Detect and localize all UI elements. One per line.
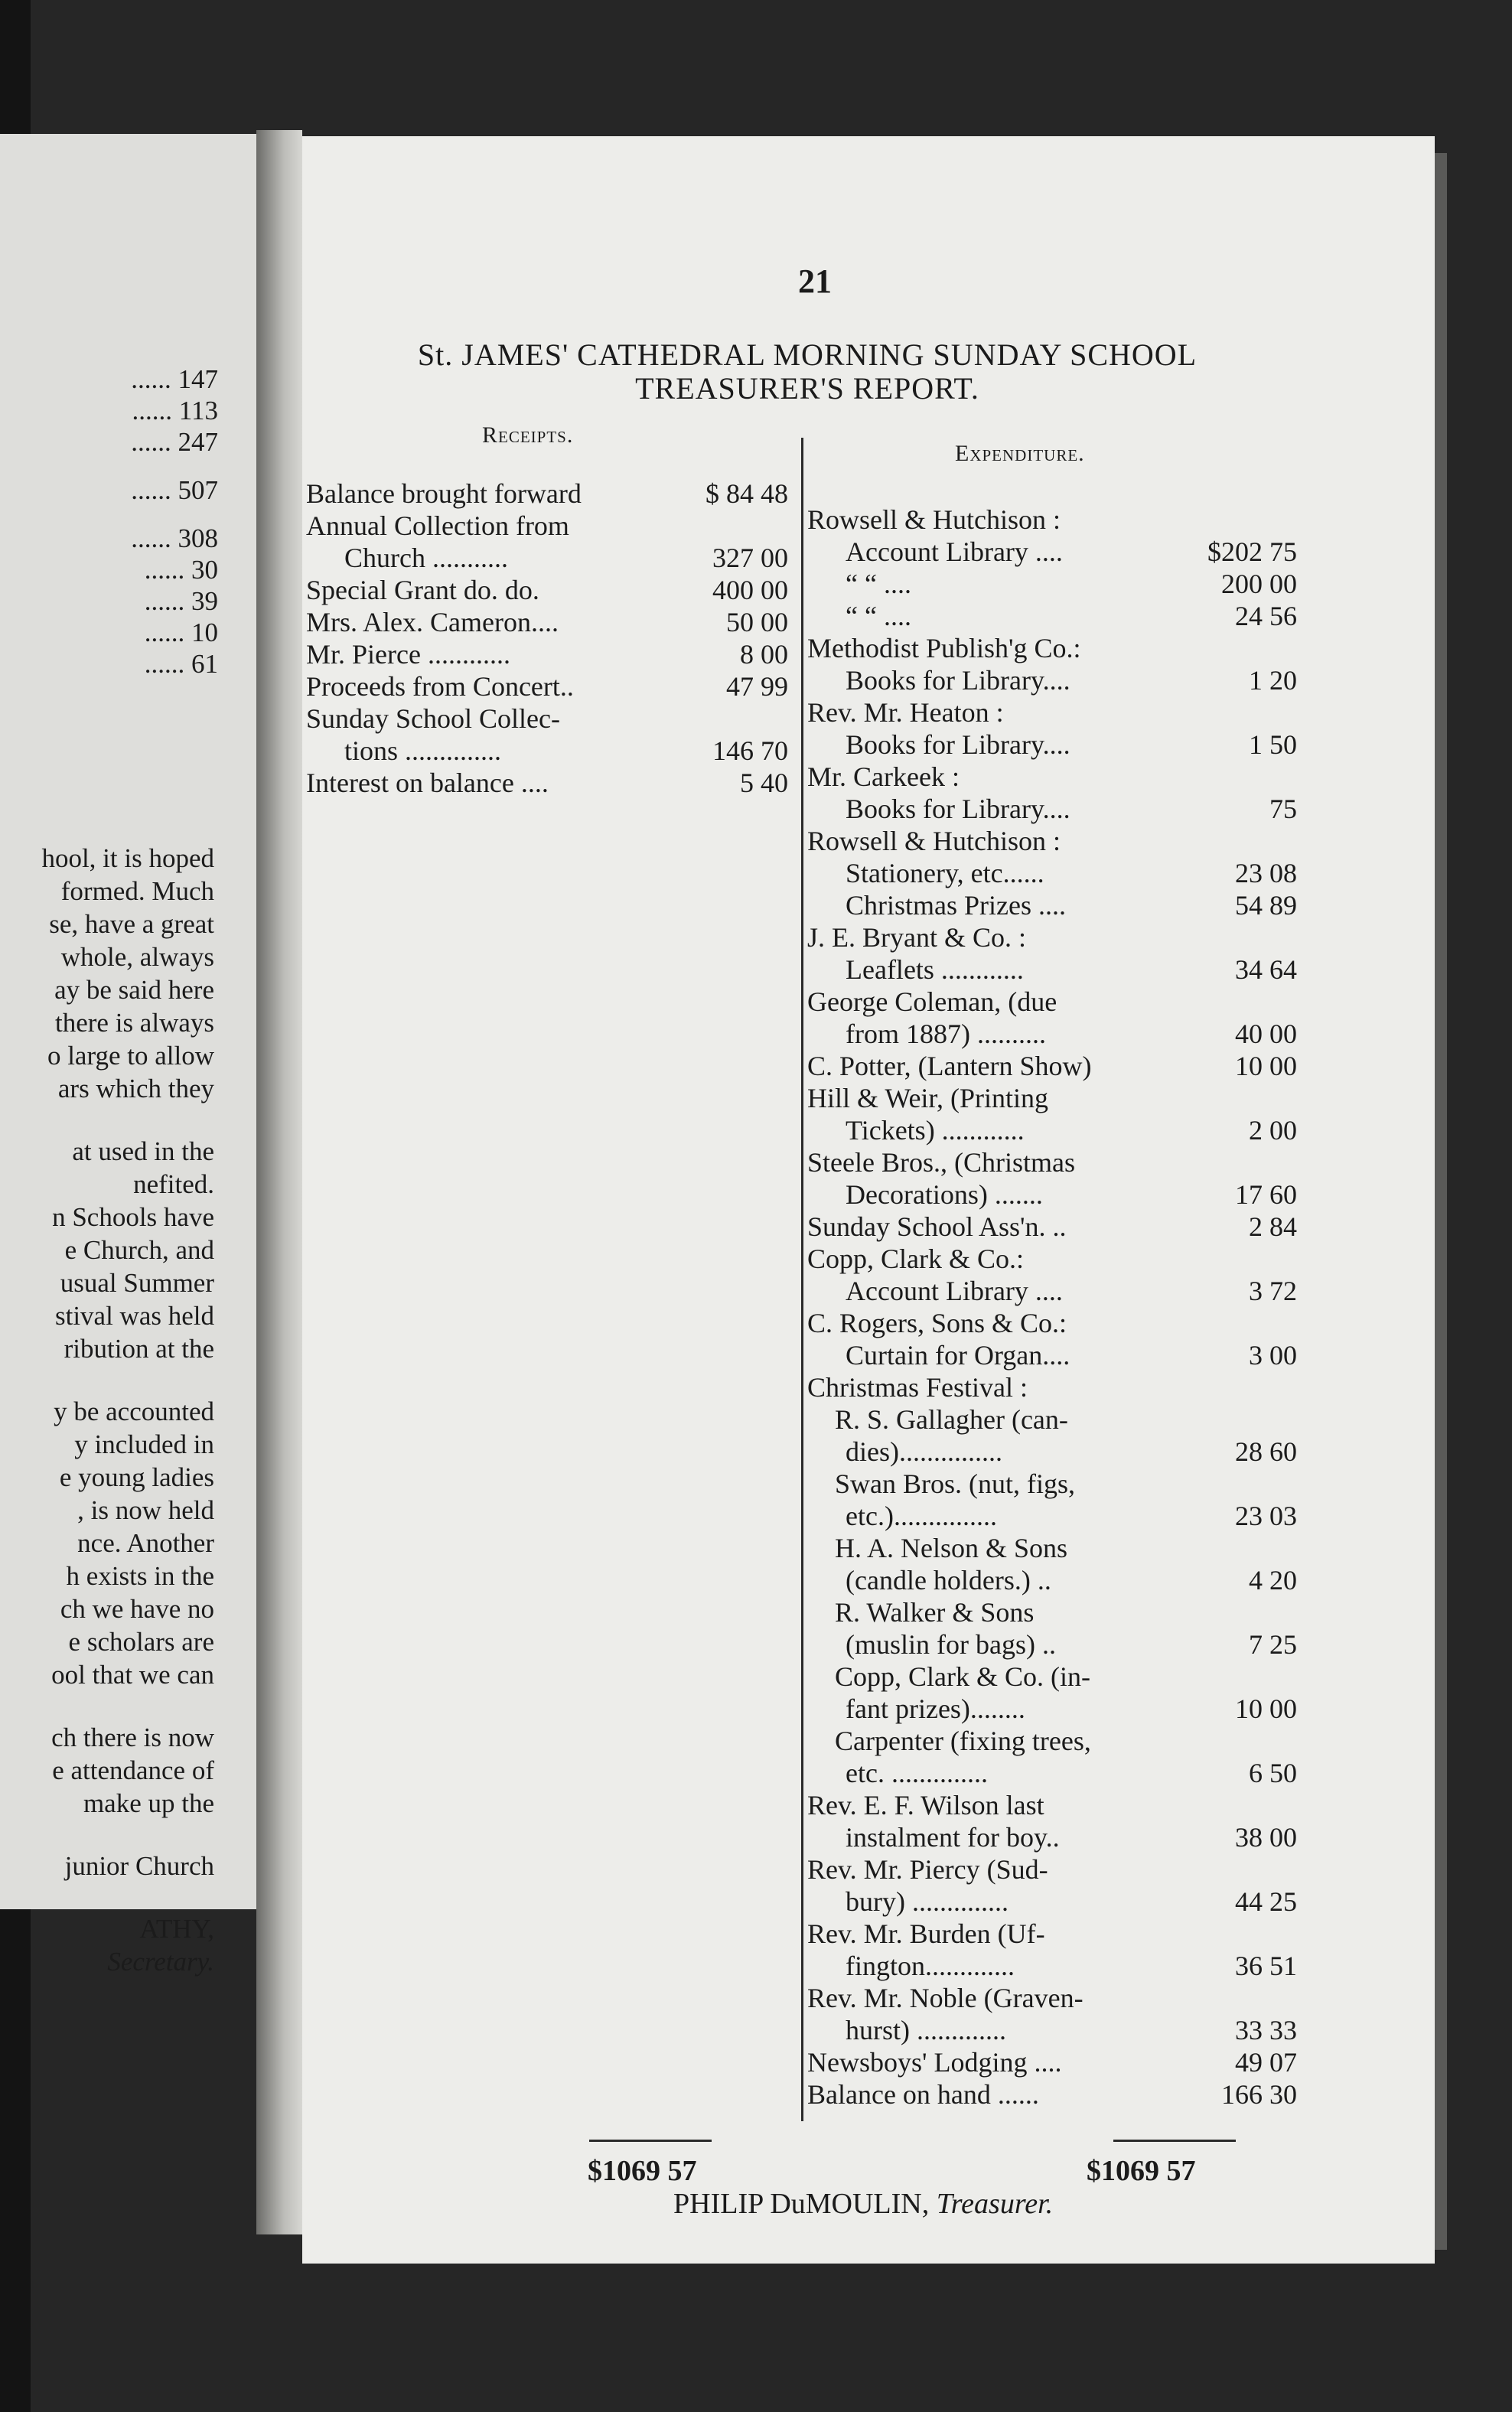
expenditure-row bbox=[807, 825, 1297, 857]
left-page-text-line bbox=[0, 1882, 214, 1912]
expenditure-item-description: Books for Library.... bbox=[846, 729, 1070, 760]
heading-line-1: St. JAMES' CATHEDRAL MORNING SUNDAY SCHOOL bbox=[417, 337, 1198, 372]
page-number: 21 bbox=[798, 262, 832, 300]
left-page-number-line: ...... 10 bbox=[144, 618, 218, 647]
left-page-number-line: ...... 30 bbox=[144, 555, 218, 585]
left-page-number-line: ...... 61 bbox=[144, 649, 218, 679]
left-page-text-line: junior Church bbox=[64, 1851, 214, 1881]
expenditure-item-description: R. Walker & Sons bbox=[835, 1597, 1035, 1628]
receipts-row bbox=[306, 638, 788, 670]
expenditure-item-description: H. A. Nelson & Sons bbox=[835, 1533, 1068, 1563]
left-page-text-line: e attendance of bbox=[52, 1755, 214, 1785]
expenditure-row bbox=[807, 1371, 1297, 1403]
expenditure-row bbox=[807, 889, 1297, 921]
expenditure-row bbox=[807, 1211, 1297, 1243]
expenditure-item-description: Swan Bros. (nut, figs, bbox=[835, 1468, 1075, 1499]
receipts-row bbox=[306, 510, 788, 542]
left-page-text-line: e scholars are bbox=[68, 1627, 214, 1657]
expenditure-item-amount: 49 07 bbox=[1235, 2047, 1297, 2078]
left-page-text-line bbox=[0, 1691, 214, 1721]
expenditure-row bbox=[807, 696, 1297, 728]
left-page-text-line: ch there is now bbox=[51, 1723, 214, 1752]
receipts-sum-rule bbox=[589, 2140, 712, 2142]
receipts-total: $1069 57 bbox=[588, 2155, 697, 2187]
expenditure-row bbox=[807, 536, 1297, 568]
expenditure-row bbox=[807, 1757, 1297, 1789]
expenditure-item-description: George Coleman, (due bbox=[807, 986, 1057, 1017]
receipts-row bbox=[306, 767, 788, 799]
receipts-row bbox=[306, 574, 788, 606]
treasurer-signature bbox=[673, 2187, 1053, 2221]
expenditure-item-description: Sunday School Ass'n. .. bbox=[807, 1211, 1067, 1242]
expenditure-row bbox=[807, 1693, 1297, 1725]
expenditure-row bbox=[807, 1178, 1297, 1211]
expenditure-item-amount: $202 75 bbox=[1207, 536, 1297, 567]
receipts-row bbox=[306, 478, 788, 510]
expenditure-row bbox=[807, 2014, 1297, 2046]
receipts-row bbox=[306, 735, 788, 767]
expenditure-item-description: (candle holders.) .. bbox=[846, 1565, 1051, 1596]
treasurer-name: PHILIP DuMOULIN, bbox=[673, 2188, 930, 2220]
expenditure-row bbox=[807, 1018, 1297, 1050]
expenditure-item-amount: 40 00 bbox=[1235, 1019, 1297, 1049]
expenditure-item-amount: 38 00 bbox=[1235, 1822, 1297, 1853]
left-page-text-line: there is always bbox=[55, 1008, 214, 1038]
left-page-text-line: se, have a great bbox=[49, 909, 214, 939]
expenditure-row bbox=[807, 1564, 1297, 1596]
expenditure-item-description: hurst) ............. bbox=[846, 2015, 1006, 2045]
expenditure-item-description: Account Library .... bbox=[846, 536, 1063, 567]
left-page-text-line: ay be said here bbox=[54, 975, 214, 1005]
receipts-item-amount: 5 40 bbox=[740, 768, 788, 798]
receipts-item-amount: 47 99 bbox=[726, 671, 788, 702]
expenditure-item-description: Christmas Festival : bbox=[807, 1372, 1028, 1403]
receipts-item-amount: $ 84 48 bbox=[705, 478, 788, 509]
left-page-text-line: formed. Much bbox=[60, 876, 214, 906]
receipts-item-description: Proceeds from Concert.. bbox=[306, 671, 574, 702]
receipts-item-amount: 146 70 bbox=[712, 735, 788, 766]
expenditure-item-amount: 28 60 bbox=[1235, 1436, 1297, 1467]
expenditure-item-description: “ “ .... bbox=[846, 569, 911, 599]
expenditure-item-description: C. Rogers, Sons & Co.: bbox=[807, 1308, 1067, 1338]
expenditure-row bbox=[807, 1725, 1297, 1757]
expenditure-item-description: Rev. E. F. Wilson last bbox=[807, 1790, 1044, 1820]
expenditure-row bbox=[807, 1339, 1297, 1371]
receipts-heading: Receipts. bbox=[482, 422, 574, 448]
expenditure-row bbox=[807, 793, 1297, 825]
expenditure-sum-rule bbox=[1113, 2140, 1236, 2142]
expenditure-row bbox=[807, 504, 1297, 536]
expenditure-item-description: Balance on hand ...... bbox=[807, 2079, 1039, 2110]
expenditure-item-amount: 2 84 bbox=[1249, 1211, 1297, 1242]
expenditure-item-amount: 166 30 bbox=[1221, 2079, 1297, 2110]
expenditure-row bbox=[807, 1403, 1297, 1436]
expenditure-item-description: Steele Bros., (Christmas bbox=[807, 1147, 1075, 1178]
left-page-number-line: ...... 147 bbox=[131, 364, 218, 394]
expenditure-row bbox=[807, 1532, 1297, 1564]
expenditure-row bbox=[807, 1596, 1297, 1628]
expenditure-item-description: J. E. Bryant & Co. : bbox=[807, 922, 1026, 953]
expenditure-row bbox=[807, 1628, 1297, 1661]
left-page-text-line bbox=[0, 1105, 214, 1135]
expenditure-item-description: Leaflets ............ bbox=[846, 954, 1024, 985]
expenditure-item-description: fington............. bbox=[846, 1951, 1015, 1981]
left-page-text-line: stival was held bbox=[54, 1301, 214, 1331]
expenditure-row bbox=[807, 986, 1297, 1018]
expenditure-row bbox=[807, 1082, 1297, 1114]
expenditure-item-amount: 54 89 bbox=[1235, 890, 1297, 921]
expenditure-item-amount: 3 72 bbox=[1249, 1276, 1297, 1306]
receipts-item-description: Interest on balance .... bbox=[306, 768, 549, 798]
left-page-number-line: ...... 507 bbox=[131, 475, 218, 505]
expenditure-item-amount: 17 60 bbox=[1235, 1179, 1297, 1210]
left-page-text-line: whole, always bbox=[60, 942, 214, 972]
expenditure-row bbox=[807, 761, 1297, 793]
expenditure-row bbox=[807, 2078, 1297, 2110]
expenditure-item-amount: 75 bbox=[1269, 794, 1297, 824]
left-page-text-line: y be accounted bbox=[54, 1397, 214, 1426]
receipts-row bbox=[306, 670, 788, 702]
left-page-numbers bbox=[0, 363, 218, 680]
receipts-row bbox=[306, 542, 788, 574]
expenditure-row bbox=[807, 1661, 1297, 1693]
expenditure-item-description: dies)............... bbox=[846, 1436, 1002, 1467]
receipts-item-description: Special Grant do. do. bbox=[306, 575, 539, 605]
expenditure-row bbox=[807, 1114, 1297, 1146]
expenditure-row bbox=[807, 1243, 1297, 1275]
treasurer-role: Treasurer. bbox=[936, 2188, 1054, 2220]
expenditure-item-description: Account Library .... bbox=[846, 1276, 1063, 1306]
expenditure-item-amount: 34 64 bbox=[1235, 954, 1297, 985]
receipts-item-amount: 327 00 bbox=[712, 543, 788, 573]
expenditure-row bbox=[807, 1853, 1297, 1886]
expenditure-item-description: Rev. Mr. Noble (Graven- bbox=[807, 1983, 1083, 2013]
left-page-number-line bbox=[0, 506, 218, 523]
expenditure-item-amount: 200 00 bbox=[1221, 569, 1297, 599]
expenditure-row bbox=[807, 568, 1297, 600]
expenditure-item-amount: 6 50 bbox=[1249, 1758, 1297, 1788]
left-page-text-line: usual Summer bbox=[60, 1268, 214, 1298]
expenditure-item-description: Christmas Prizes .... bbox=[846, 890, 1066, 921]
expenditure-item-description: Carpenter (fixing trees, bbox=[835, 1726, 1091, 1756]
expenditure-item-description: Curtain for Organ.... bbox=[846, 1340, 1070, 1371]
expenditure-item-description: fant prizes)........ bbox=[846, 1693, 1025, 1724]
expenditure-row bbox=[807, 921, 1297, 953]
expenditure-row bbox=[807, 1886, 1297, 1918]
left-page-text-line: ars which they bbox=[57, 1074, 214, 1103]
expenditure-item-amount: 3 00 bbox=[1249, 1340, 1297, 1371]
expenditure-item-description: Copp, Clark & Co.: bbox=[807, 1243, 1025, 1274]
expenditure-item-description: C. Potter, (Lantern Show) bbox=[807, 1051, 1092, 1081]
left-page-text-line: ATHY, bbox=[139, 1914, 214, 1944]
expenditure-row bbox=[807, 728, 1297, 761]
expenditure-row bbox=[807, 857, 1297, 889]
expenditure-item-description: Mr. Carkeek : bbox=[807, 761, 960, 792]
receipts-item-amount: 50 00 bbox=[726, 607, 788, 637]
expenditure-item-description: Rowsell & Hutchison : bbox=[807, 826, 1061, 856]
expenditure-row bbox=[807, 1918, 1297, 1950]
expenditure-item-description: Rowsell & Hutchison : bbox=[807, 504, 1061, 535]
expenditure-row bbox=[807, 632, 1297, 664]
left-page-text-line: ch we have no bbox=[60, 1594, 214, 1624]
expenditure-item-description: Hill & Weir, (Printing bbox=[807, 1083, 1048, 1113]
receipts-item-amount: 400 00 bbox=[712, 575, 788, 605]
expenditure-item-amount: 36 51 bbox=[1235, 1951, 1297, 1981]
expenditure-item-description: Rev. Mr. Burden (Uf- bbox=[807, 1918, 1045, 1949]
receipts-item-description: Balance brought forward bbox=[306, 478, 582, 509]
receipts-item-description: tions .............. bbox=[344, 735, 502, 766]
expenditure-row bbox=[807, 1950, 1297, 1982]
expenditure-row bbox=[807, 1821, 1297, 1853]
expenditure-row bbox=[807, 1436, 1297, 1468]
left-page-number-line: ...... 308 bbox=[131, 523, 218, 553]
heading-line-2: TREASURER'S REPORT. bbox=[635, 371, 979, 406]
left-page-text-line: hool, it is hoped bbox=[41, 843, 214, 873]
receipts-row bbox=[306, 606, 788, 638]
left-page-signature-role: Secretary. bbox=[107, 1947, 214, 1977]
expenditure-item-description: (muslin for bags) .. bbox=[846, 1629, 1056, 1660]
left-page-text-line: h exists in the bbox=[66, 1561, 214, 1591]
receipts-item-description: Annual Collection from bbox=[306, 510, 569, 541]
column-divider bbox=[801, 438, 803, 2121]
page-edge-shadow bbox=[1435, 153, 1447, 2250]
expenditure-item-description: Tickets) ............ bbox=[846, 1115, 1025, 1146]
expenditure-item-amount: 44 25 bbox=[1235, 1886, 1297, 1917]
receipts-item-amount: 8 00 bbox=[740, 639, 788, 670]
expenditure-item-description: “ “ .... bbox=[846, 601, 911, 631]
book-gutter bbox=[256, 130, 302, 2234]
left-page-text-line: ool that we can bbox=[51, 1660, 214, 1690]
expenditure-list bbox=[807, 504, 1297, 2110]
left-page-number-line: ...... 113 bbox=[132, 396, 218, 425]
expenditure-heading: Expenditure. bbox=[955, 441, 1085, 466]
expenditure-item-description: Copp, Clark & Co. (in- bbox=[835, 1661, 1090, 1692]
left-page-text-line: at used in the bbox=[72, 1136, 214, 1166]
expenditure-item-amount: 24 56 bbox=[1235, 601, 1297, 631]
left-page-text-line: nefited. bbox=[133, 1169, 214, 1199]
left-page-text-line: e Church, and bbox=[64, 1235, 214, 1265]
expenditure-item-description: etc.)............... bbox=[846, 1501, 997, 1531]
expenditure-item-amount: 1 20 bbox=[1249, 665, 1297, 696]
expenditure-row bbox=[807, 664, 1297, 696]
expenditure-item-description: R. S. Gallagher (can- bbox=[835, 1404, 1068, 1435]
left-page-number-line: ...... 39 bbox=[144, 586, 218, 616]
receipts-list bbox=[306, 478, 788, 799]
left-page-text-line: ribution at the bbox=[64, 1334, 214, 1364]
expenditure-item-description: bury) .............. bbox=[846, 1886, 1009, 1917]
expenditure-item-amount: 33 33 bbox=[1235, 2015, 1297, 2045]
expenditure-item-amount: 2 00 bbox=[1249, 1115, 1297, 1146]
report-heading bbox=[310, 338, 1305, 406]
left-page-text-line bbox=[0, 1820, 214, 1850]
expenditure-row bbox=[807, 2046, 1297, 2078]
expenditure-item-description: instalment for boy.. bbox=[846, 1822, 1060, 1853]
left-page-text-line: nce. Another bbox=[77, 1528, 214, 1558]
left-page-number-line bbox=[0, 458, 218, 474]
expenditure-item-description: Methodist Publish'g Co.: bbox=[807, 633, 1081, 663]
receipts-item-description: Mrs. Alex. Cameron.... bbox=[306, 607, 559, 637]
left-page-text-line bbox=[0, 1365, 214, 1395]
receipts-item-description: Sunday School Collec- bbox=[306, 703, 560, 734]
expenditure-row bbox=[807, 1275, 1297, 1307]
left-page bbox=[0, 134, 262, 1977]
expenditure-item-amount: 4 20 bbox=[1249, 1565, 1297, 1596]
left-page-number-line: ...... 247 bbox=[131, 427, 218, 457]
expenditure-item-amount: 23 03 bbox=[1235, 1501, 1297, 1531]
expenditure-item-description: Stationery, etc...... bbox=[846, 858, 1044, 888]
receipts-item-description: Mr. Pierce ............ bbox=[306, 639, 510, 670]
left-page-text-line: n Schools have bbox=[52, 1202, 214, 1232]
expenditure-row bbox=[807, 1307, 1297, 1339]
expenditure-item-amount: 1 50 bbox=[1249, 729, 1297, 760]
expenditure-item-amount: 10 00 bbox=[1235, 1051, 1297, 1081]
expenditure-row bbox=[807, 1500, 1297, 1532]
receipts-row bbox=[306, 702, 788, 735]
expenditure-item-description: Decorations) ....... bbox=[846, 1179, 1043, 1210]
expenditure-row bbox=[807, 953, 1297, 986]
expenditure-item-description: etc. .............. bbox=[846, 1758, 988, 1788]
left-page-text-line: e young ladies bbox=[59, 1462, 214, 1492]
expenditure-item-amount: 7 25 bbox=[1249, 1629, 1297, 1660]
expenditure-row bbox=[807, 1789, 1297, 1821]
expenditure-total: $1069 57 bbox=[1087, 2155, 1196, 2187]
expenditure-row bbox=[807, 600, 1297, 632]
expenditure-item-description: Newsboys' Lodging .... bbox=[807, 2047, 1062, 2078]
receipts-item-description: Church ........... bbox=[344, 543, 508, 573]
left-page-text-line: y included in bbox=[74, 1429, 214, 1459]
expenditure-item-description: Rev. Mr. Heaton : bbox=[807, 697, 1004, 728]
expenditure-row bbox=[807, 1146, 1297, 1178]
expenditure-item-amount: 10 00 bbox=[1235, 1693, 1297, 1724]
expenditure-row bbox=[807, 1050, 1297, 1082]
expenditure-item-description: Rev. Mr. Piercy (Sud- bbox=[807, 1854, 1048, 1885]
expenditure-item-description: Books for Library.... bbox=[846, 794, 1070, 824]
expenditure-item-description: Books for Library.... bbox=[846, 665, 1070, 696]
left-page-text-line: o large to allow bbox=[47, 1041, 214, 1071]
expenditure-row bbox=[807, 1468, 1297, 1500]
expenditure-row bbox=[807, 1982, 1297, 2014]
left-page-text-line: make up the bbox=[83, 1788, 214, 1818]
expenditure-item-amount: 23 08 bbox=[1235, 858, 1297, 888]
expenditure-item-description: from 1887) .......... bbox=[846, 1019, 1046, 1049]
left-page-text bbox=[0, 842, 214, 1978]
left-page-text-line: , is now held bbox=[77, 1495, 214, 1525]
